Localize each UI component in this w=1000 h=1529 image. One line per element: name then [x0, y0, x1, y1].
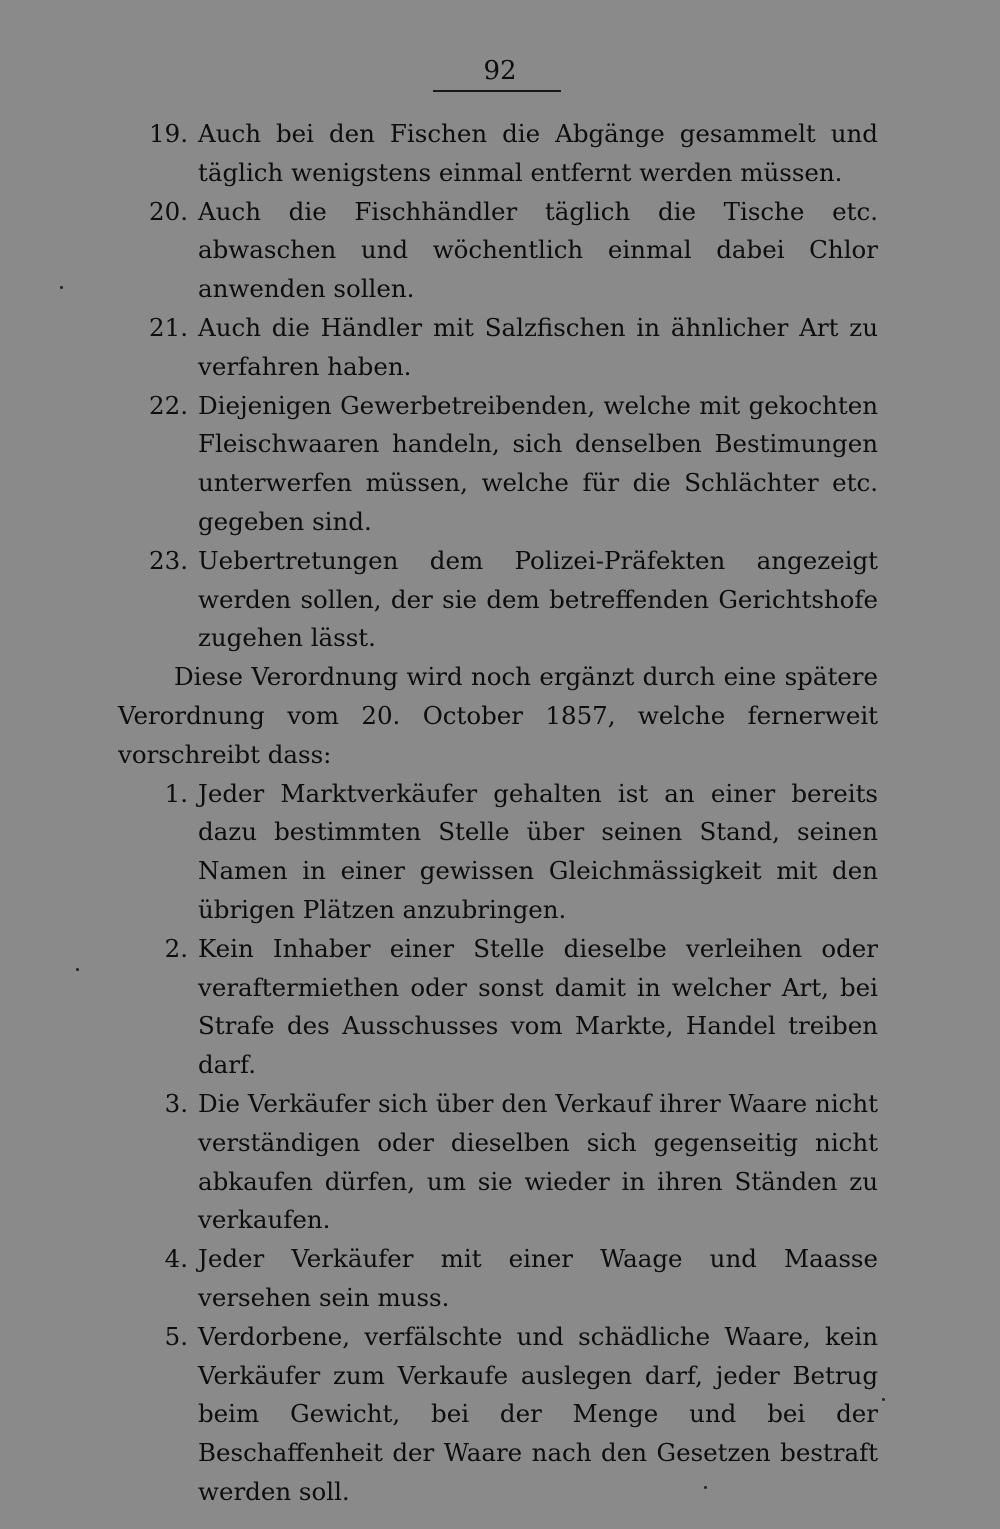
item-text: Auch die Händler mit Salzfischen in ähnlicher Art zu verfahren haben. [198, 312, 878, 381]
item-number: 19. [149, 119, 188, 148]
item-text: Jeder Marktverkäufer gehalten ist an einer bereits dazu bestimmten Stelle über seinen Stand, seinen Namen in einer gewissen Gleichmässigkeit mit den übrigen Plätzen anzubringen. [198, 778, 878, 924]
item-number: 5. [164, 1321, 188, 1351]
item-text: Uebertretungen dem Polizei-Präfekten angezeigt werden sollen, der sie dem betreffenden Gerichtshofe zugehen lässt. [198, 545, 878, 653]
item-number: 3. [164, 1088, 188, 1118]
body-paragraph: Diese Verordnung wird noch ergänzt durch eine spätere Verordnung vom 20. October 1857, welche fernerweit vorschreibt dass: [118, 662, 878, 769]
page-number: 92 [483, 56, 517, 86]
item-number: 20. [149, 196, 188, 226]
list-item [118, 309, 878, 387]
item-text: Auch bei den Fischen die Abgänge gesammelt und täglich wenigstens einmal entfernt werden müssen. [198, 119, 878, 187]
list-item [118, 193, 878, 309]
list-item [118, 387, 878, 542]
item-number: 21. [149, 312, 188, 342]
list-item [118, 1085, 878, 1240]
list-item [118, 775, 878, 930]
item-number: 22. [149, 390, 188, 420]
list-item [118, 1240, 878, 1318]
item-text: Verdorbene, verfälschte und schädliche Waare, kein Verkäufer zum Verkaufe auslegen darf, jeder Betrug beim Gewicht, bei der Menge und bei der Beschaffenheit der Waare nach den Gesetzen bestraft werden soll. [198, 1321, 878, 1506]
list-item [118, 542, 878, 658]
list-item [118, 930, 878, 1085]
item-text: Diejenigen Gewerbetreibenden, welche mit gekochten Fleischwaaren handeln, sich denselben Bestimungen unterwerfen müssen, welche für die Schlächter etc. gegeben sind. [198, 390, 878, 536]
scan-speck [60, 286, 63, 289]
scan-speck [76, 968, 79, 971]
item-text: Kein Inhaber einer Stelle dieselbe verleihen oder veraftermiethen oder sonst damit in welcher Art, bei Strafe des Ausschusses vom Markte, Handel treiben darf. [198, 933, 878, 1080]
list-item [118, 1318, 878, 1512]
scan-speck [704, 1486, 707, 1489]
item-number: 4. [164, 1244, 188, 1274]
item-text: Auch die Fischhändler täglich die Tische etc. abwaschen und wöchentlich einmal dabei Chlor anwenden sollen. [198, 196, 878, 304]
item-number: 1. [164, 778, 188, 808]
item-number: 2. [164, 933, 188, 963]
list-item [118, 115, 878, 193]
item-text: Die Verkäufer sich über den Verkauf ihrer Waare nicht verständigen oder dieselben sich gegenseitig nicht abkaufen dürfen, um sie wieder in ihren Ständen zu verkaufen. [198, 1088, 878, 1235]
header-rule [433, 90, 561, 92]
scan-speck [882, 1398, 885, 1401]
page-body [118, 115, 878, 1512]
item-text: Jeder Verkäufer mit einer Waage und Maasse versehen sein muss. [198, 1244, 878, 1312]
item-number: 23. [149, 545, 188, 575]
